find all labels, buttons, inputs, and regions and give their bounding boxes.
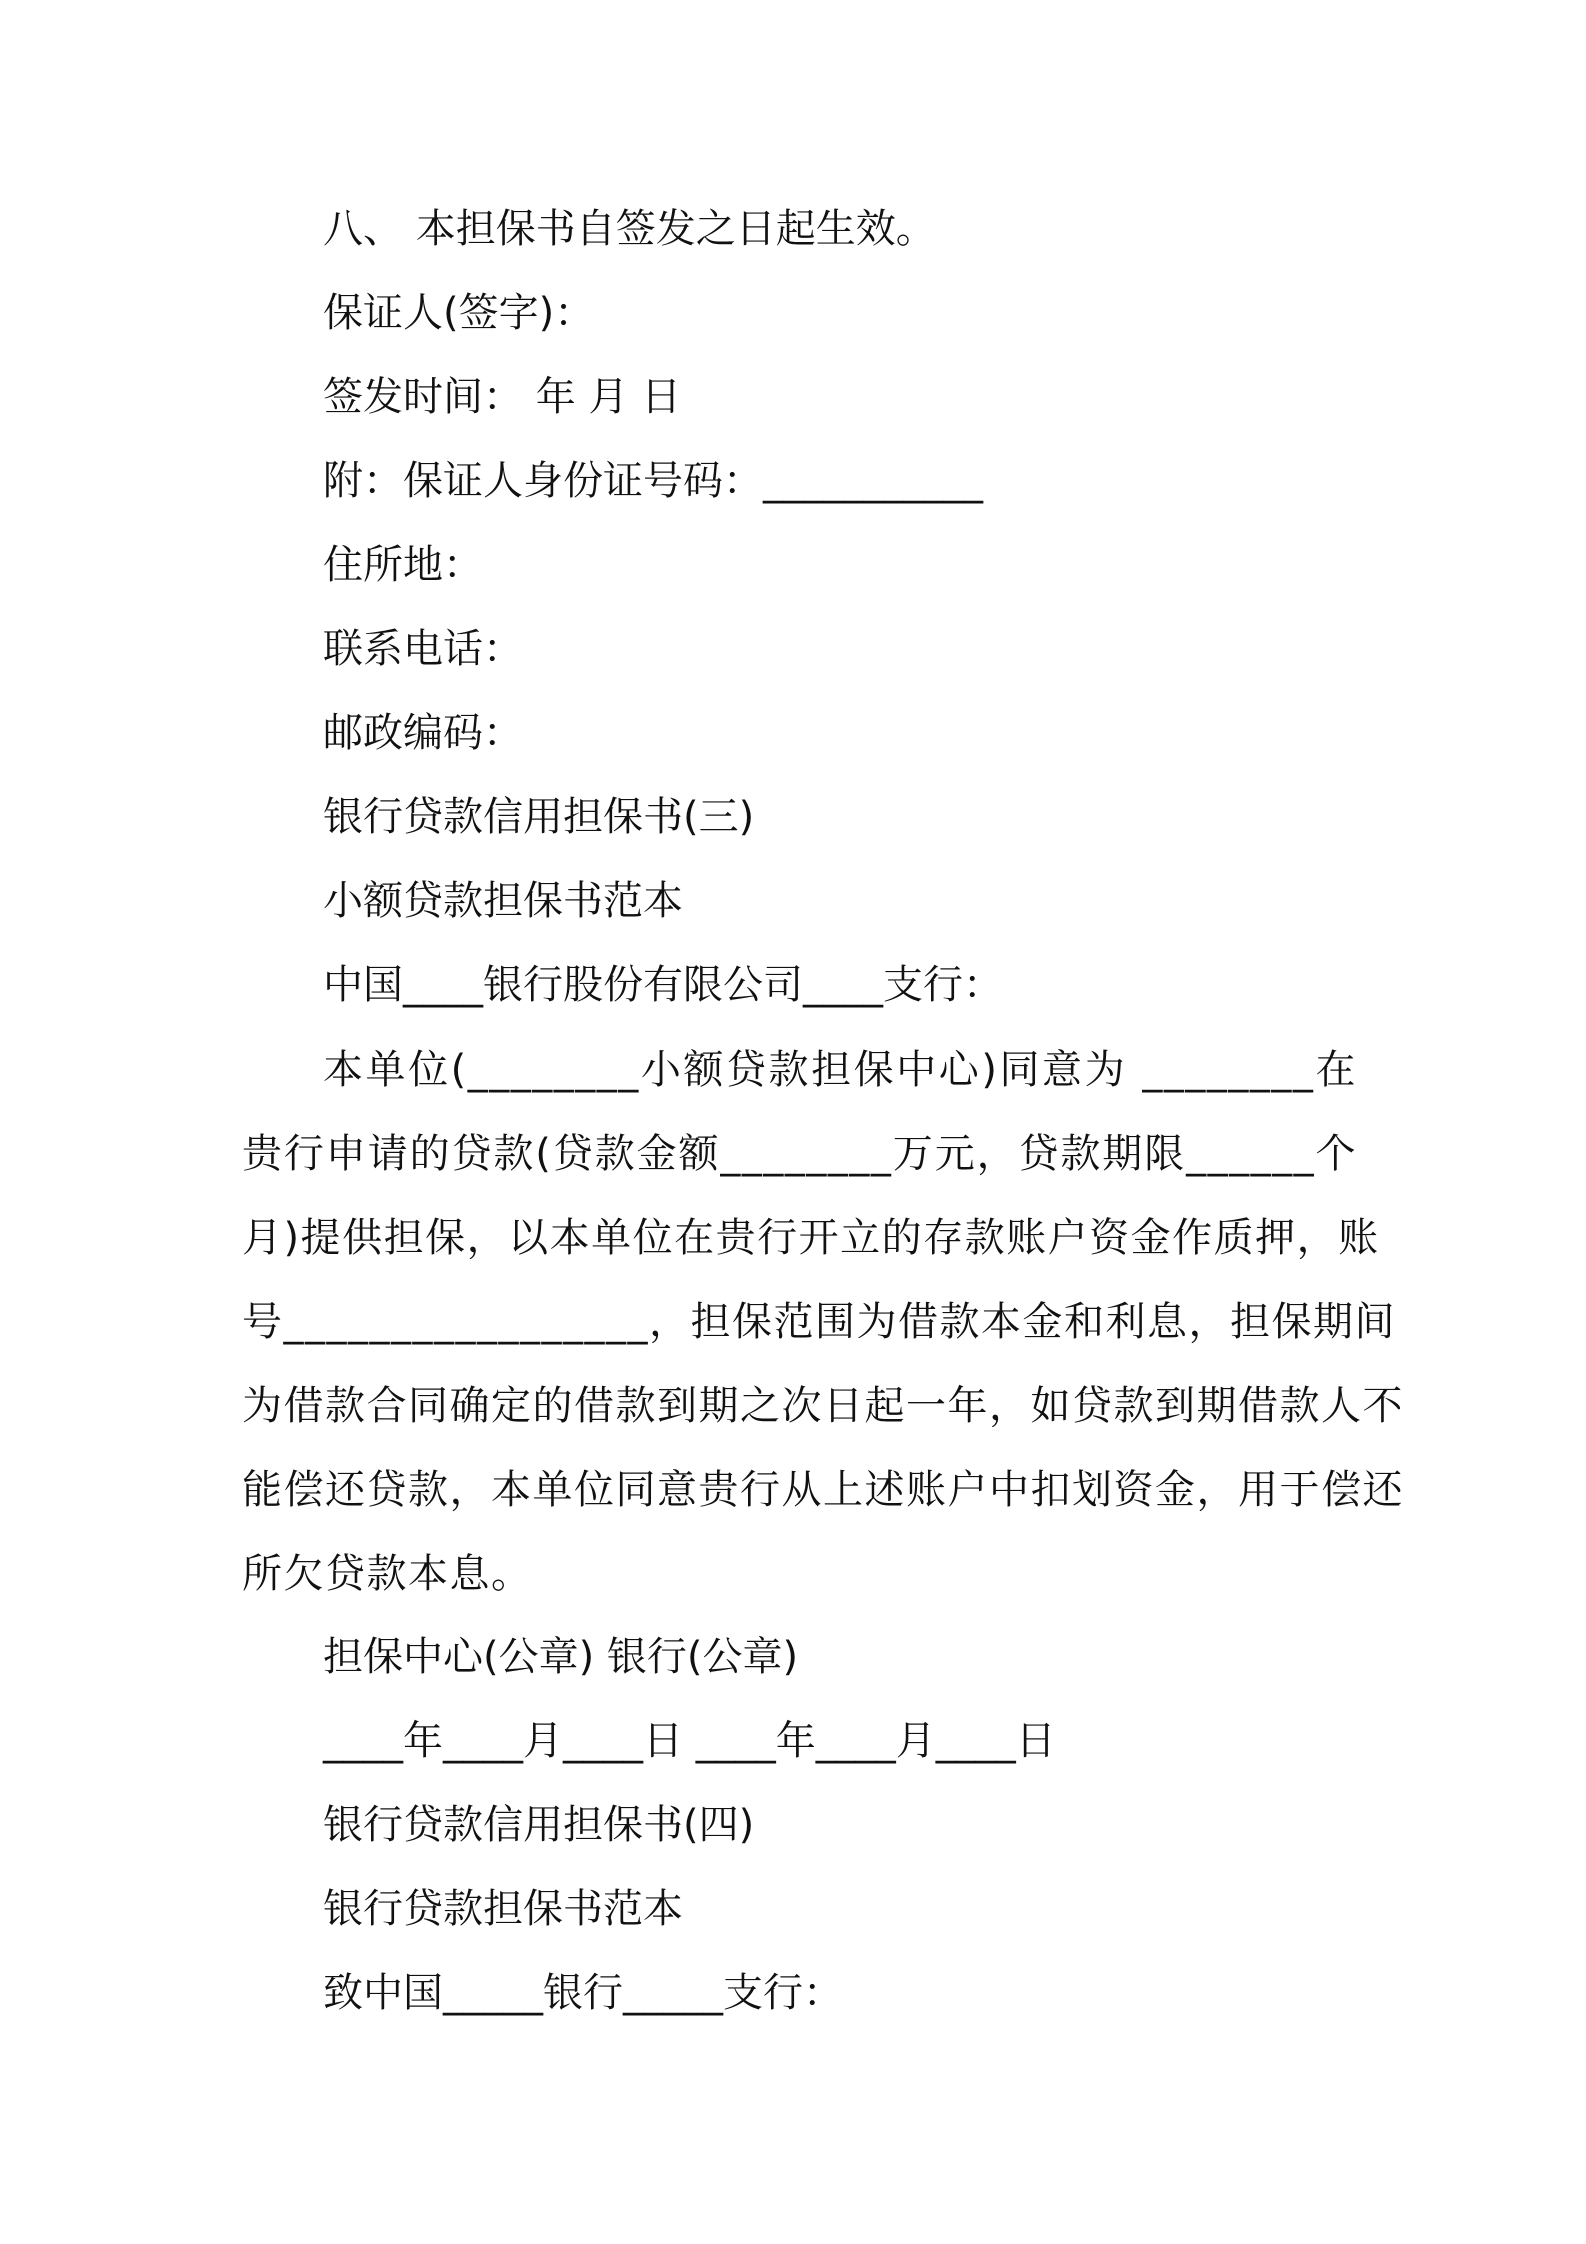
paragraph-line: 所欠贷款本息。 xyxy=(242,1551,533,1597)
paragraph-line: 为借款合同确定的借款到期之次日起一年，如贷款到期借款人不 xyxy=(242,1383,1404,1429)
guarantor-id-number-label: 附：保证人身份证号码：___________ xyxy=(323,458,983,504)
residence-label: 住所地： xyxy=(323,542,483,588)
section-subtitle-small-loan: 小额贷款担保书范本 xyxy=(323,878,683,924)
guarantor-signature-label: 保证人(签字)： xyxy=(323,290,595,336)
paragraph-line: 号_________________，担保范围为借款本金和利息，担保期间 xyxy=(242,1299,1396,1345)
guarantee-body-paragraph xyxy=(242,1028,1404,1616)
section-title-four: 银行贷款信用担保书(四) xyxy=(323,1802,755,1848)
seal-date-blanks: ____年____月____日 ____年____月____日 xyxy=(323,1718,1056,1764)
paragraph-line: 能偿还贷款，本单位同意贵行从上述账户中扣划资金，用于偿还 xyxy=(242,1467,1404,1513)
section-title-three: 银行贷款信用担保书(三) xyxy=(323,794,755,840)
postal-code-label: 邮政编码： xyxy=(323,710,523,756)
addressee-line-four: 致中国_____银行_____支行： xyxy=(323,1970,843,2016)
paragraph-line: 本单位(________小额贷款担保中心)同意为 ________在 xyxy=(323,1047,1357,1093)
clause-eight: 八、 本担保书自签发之日起生效。 xyxy=(323,206,936,252)
phone-label: 联系电话： xyxy=(323,626,523,672)
seal-labels: 担保中心(公章) 银行(公章) xyxy=(323,1634,799,1680)
paragraph-line: 月)提供担保，以本单位在贵行开立的存款账户资金作质押，账 xyxy=(242,1215,1380,1261)
section-subtitle-bank-loan: 银行贷款担保书范本 xyxy=(323,1886,683,1932)
issue-date-label: 签发时间： 年 月 日 xyxy=(323,374,682,420)
paragraph-line: 贵行申请的贷款(贷款金额________万元，贷款期限______个 xyxy=(242,1131,1357,1177)
addressee-line: 中国____银行股份有限公司____支行： xyxy=(323,962,1003,1008)
